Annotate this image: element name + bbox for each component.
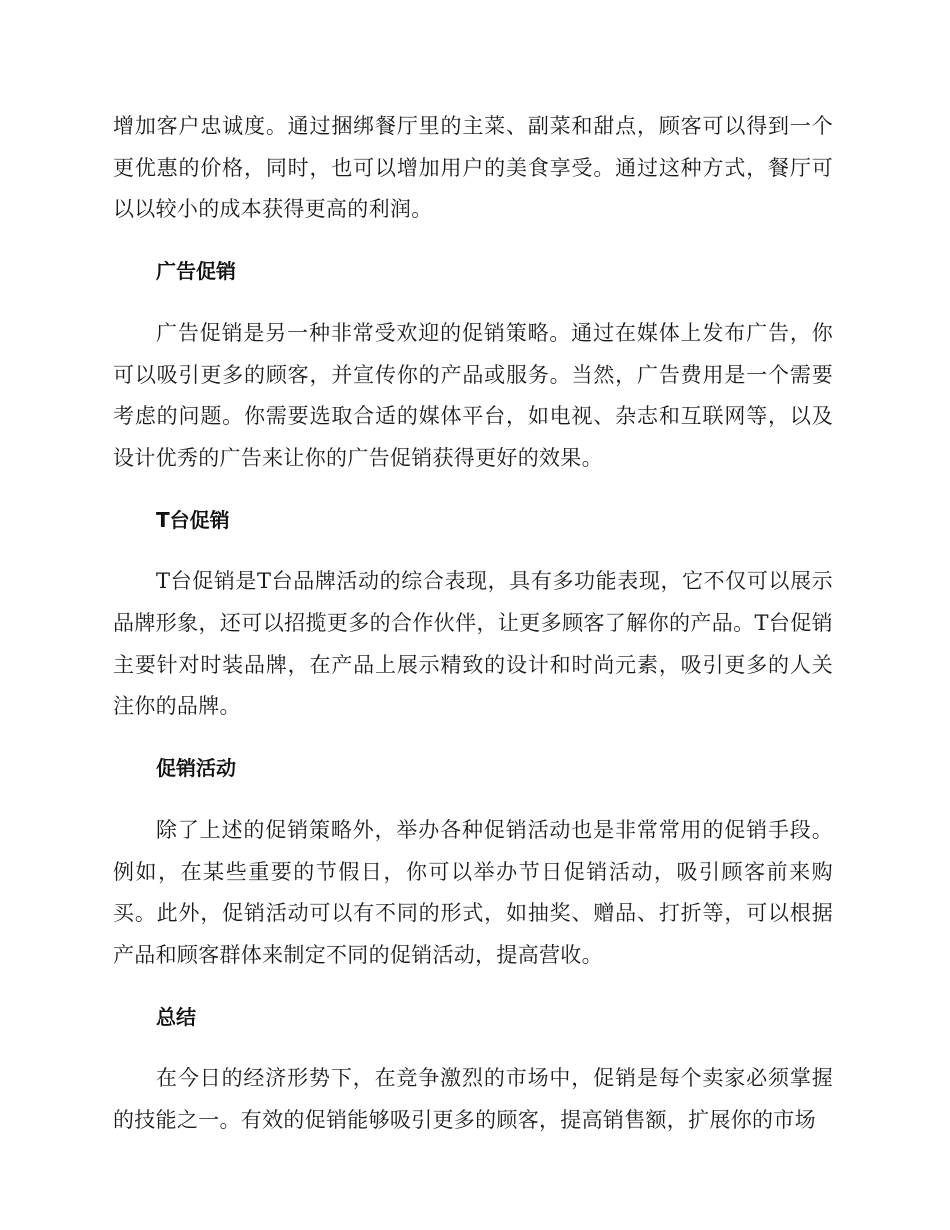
paragraph-advertising-promotion: 广告促销是另一种非常受欢迎的促销策略。通过在媒体上发布广告，你可以吸引更多的顾客，并宣传你的产品或服务。当然，广告费用是一个需要考虑的问题。你需要选取合适的媒体平台，如电视、杂志和互联网等，以及设计优秀的广告来让你的广告促销获得更好的效果。 [113,320,833,470]
heading-summary: 总结 [156,1004,196,1029]
heading-runway-promotion: T台促销 [156,507,230,532]
heading-advertising-promotion: 广告促销 [156,259,236,284]
paragraph-runway-promotion: T台促销是T台品牌活动的综合表现，具有多功能表现，它不仅可以展示品牌形象，还可以招揽更多的合作伙伴，让更多顾客了解你的产品。T台促销主要针对时装品牌，在产品上展示精致的设计和时尚元素，吸引更多的人关注你的品牌。 [113,569,833,719]
paragraph-bundle-promotion: 增加客户忠诚度。通过捆绑餐厅里的主菜、副菜和甜点，顾客可以得到一个更优惠的价格，同时，也可以增加用户的美食享受。通过这种方式，餐厅可以以较小的成本获得更高的利润。 [113,114,833,222]
paragraph-promotion-events: 除了上述的促销策略外，举办各种促销活动也是非常常用的促销手段。例如，在某些重要的节假日，你可以举办节日促销活动，吸引顾客前来购买。此外，促销活动可以有不同的形式，如抽奖、赠品、打折等，可以根据产品和顾客群体来制定不同的促销活动，提高营收。 [113,817,833,967]
document-body [113,106,833,1162]
heading-promotion-events: 促销活动 [156,756,236,781]
paragraph-summary: 在今日的经济形势下，在竞争激烈的市场中，促销是每个卖家必须掌握的技能之一。有效的促销能够吸引更多的顾客，提高销售额，扩展你的市场 [113,1066,833,1133]
